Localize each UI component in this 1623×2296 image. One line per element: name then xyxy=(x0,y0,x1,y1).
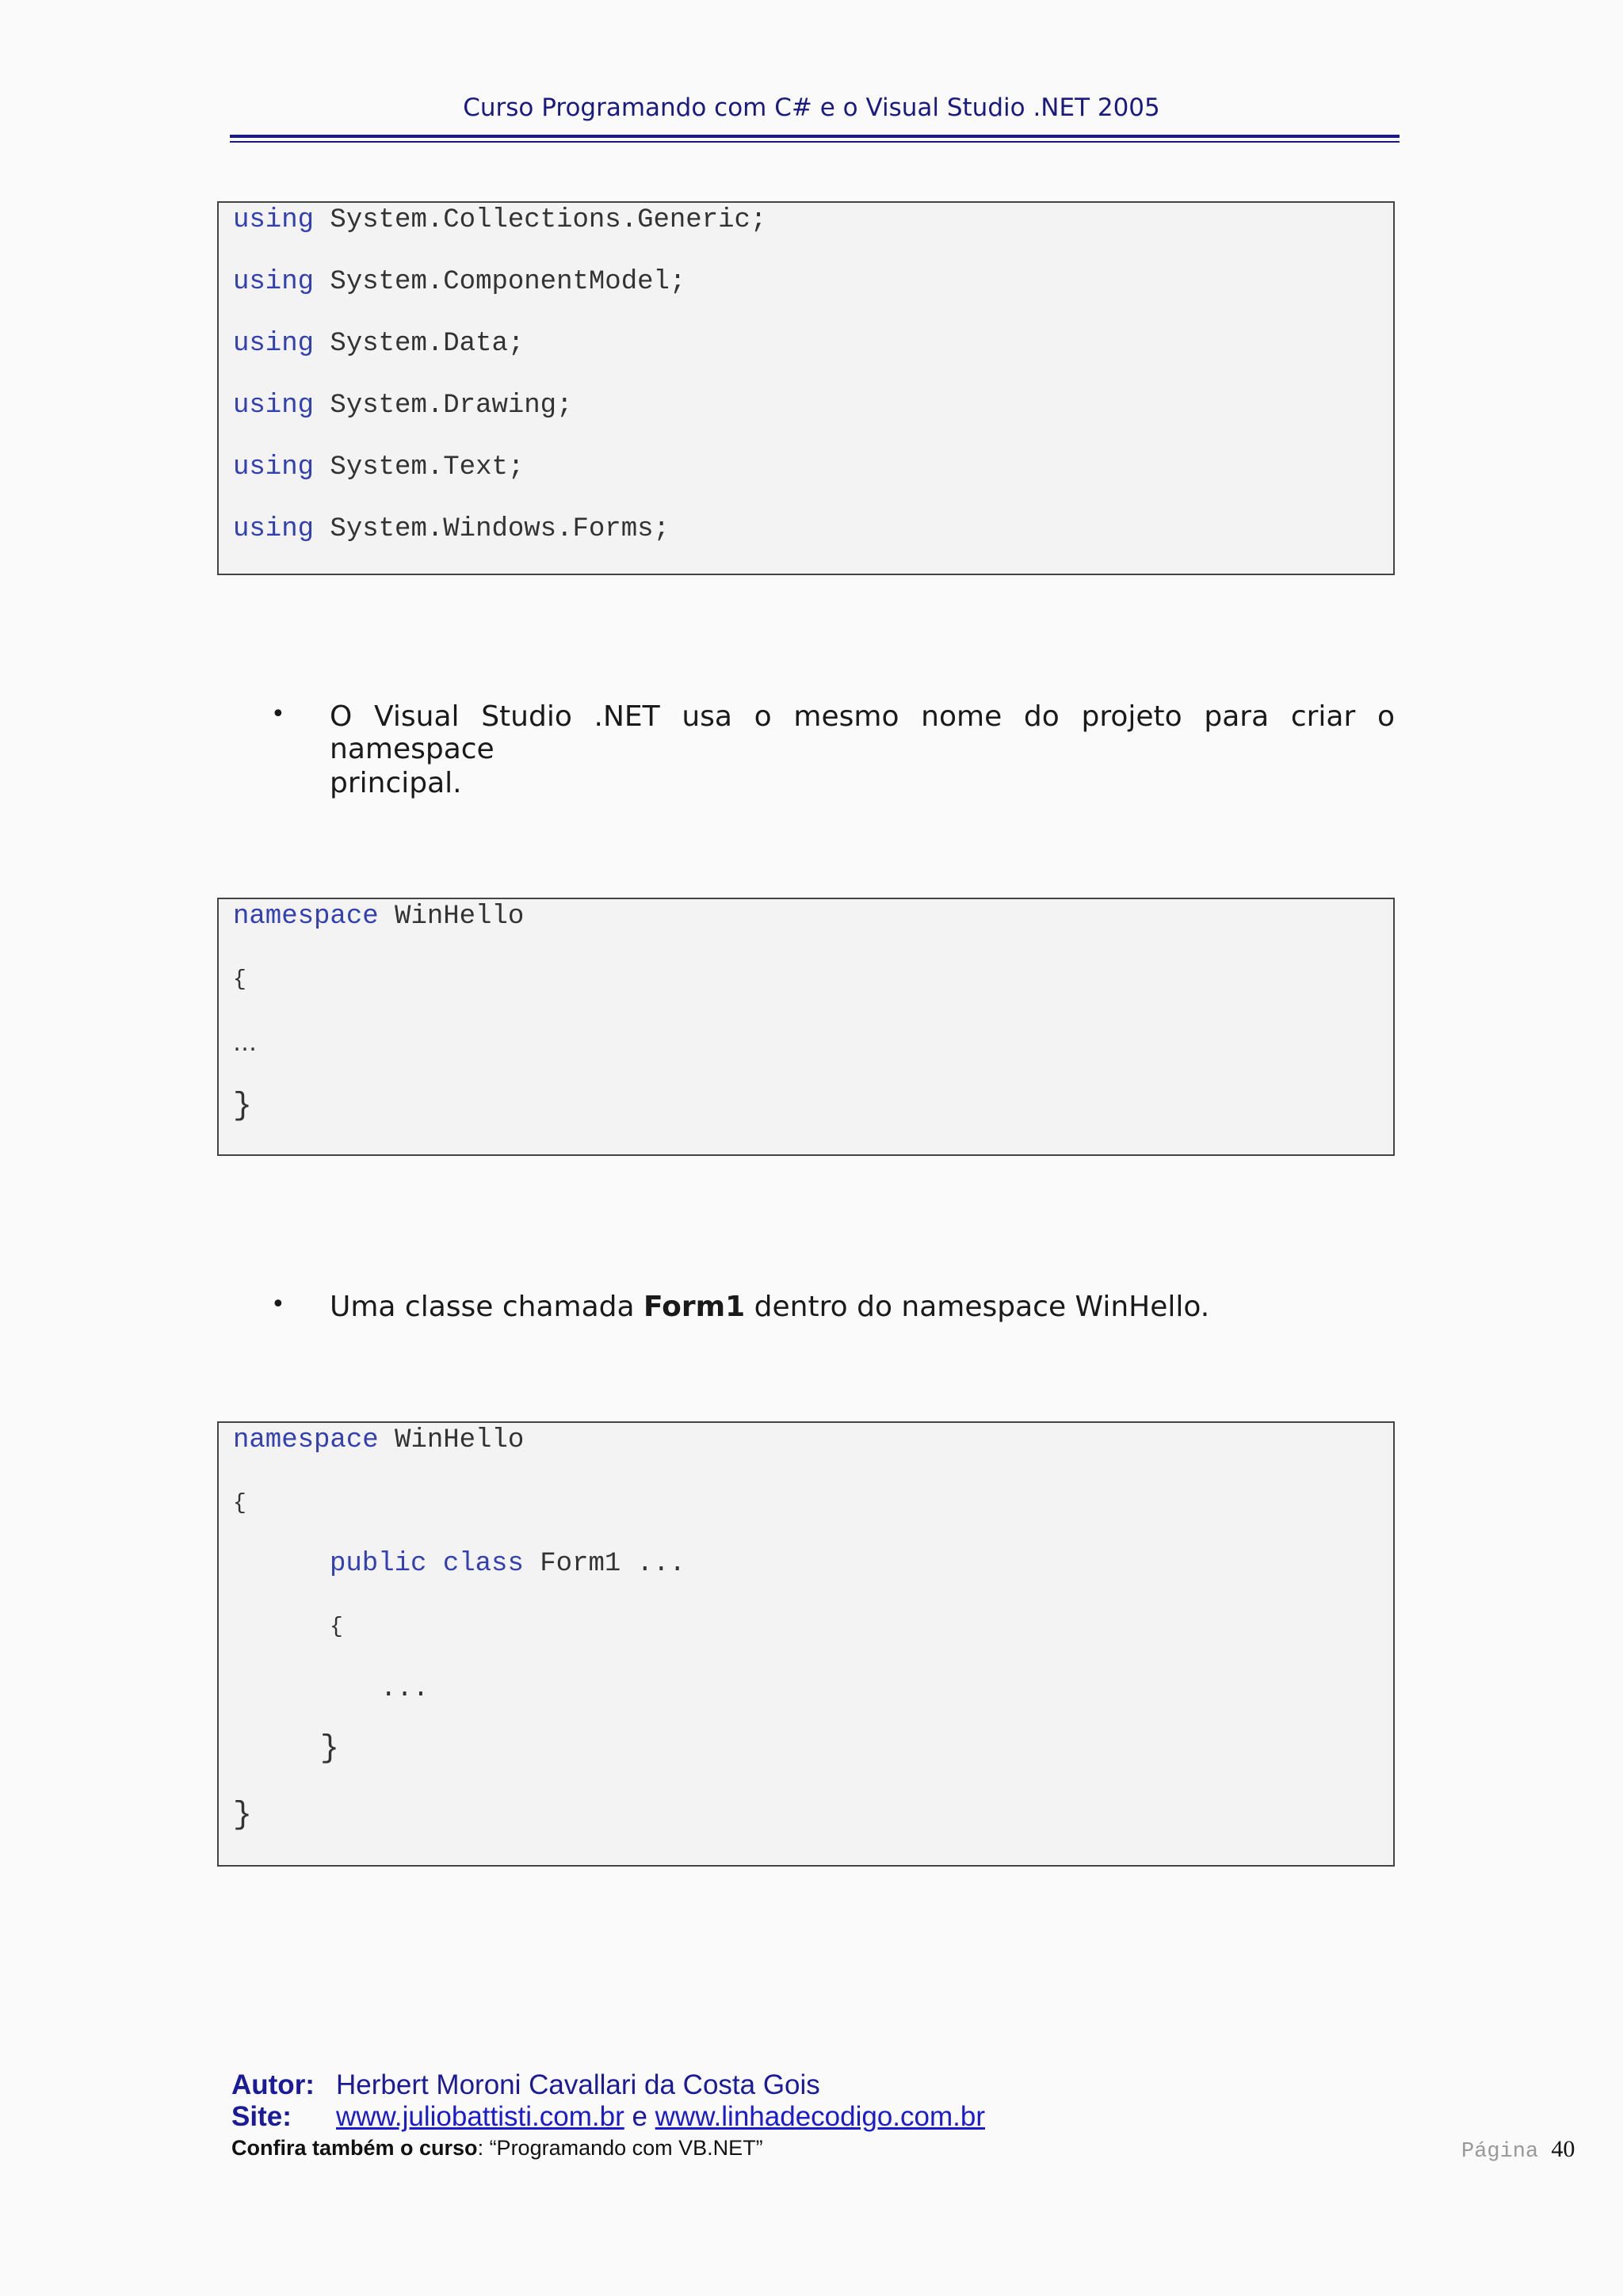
header-rule-thin xyxy=(230,141,1400,143)
footer-see-also-label: Confira também o curso xyxy=(231,2136,478,2160)
code-keyword: public xyxy=(330,1549,427,1579)
code-keyword: class xyxy=(442,1549,524,1579)
code-keyword: namespace xyxy=(233,1425,379,1455)
code-line xyxy=(233,452,524,483)
header-title: Curso Programando com C# e o Visual Studio .NET 2005 xyxy=(463,93,1160,122)
code-block-using xyxy=(217,201,1395,575)
code-line: } xyxy=(233,1798,253,1833)
code-text: System.Windows.Forms; xyxy=(314,514,670,544)
bullet-line: O Visual Studio .NET usa o mesmo nome do projeto para criar o namespace xyxy=(330,700,1395,765)
footer-author-name: Herbert Moroni Cavallari da Costa Gois xyxy=(336,2069,820,2100)
bullet-icon: • xyxy=(271,700,285,728)
code-text: WinHello xyxy=(378,902,525,932)
code-keyword: using xyxy=(233,391,315,421)
code-keyword: using xyxy=(233,205,315,235)
code-keyword: namespace xyxy=(233,902,379,932)
code-block-class xyxy=(217,1421,1395,1867)
code-line xyxy=(233,390,572,421)
code-line xyxy=(330,1548,685,1580)
bullet-line: principal. xyxy=(330,767,462,799)
code-line: { xyxy=(233,1491,246,1516)
header-rule xyxy=(230,135,1400,138)
page-number-value: 40 xyxy=(1551,2136,1575,2162)
code-text: System.Text; xyxy=(314,452,525,482)
code-line xyxy=(233,1425,524,1456)
code-text: System.Collections.Generic; xyxy=(314,205,767,235)
footer-author-label: Autor: xyxy=(231,2069,315,2100)
bullet-icon: • xyxy=(271,1291,285,1318)
page-number xyxy=(1461,2136,1575,2164)
footer-site-label: Site: xyxy=(231,2101,292,2132)
bullet-text xyxy=(330,700,1395,799)
footer-author xyxy=(231,2069,820,2101)
bullet-text-bold: Form1 xyxy=(643,1291,746,1323)
bullet-paragraph xyxy=(271,700,1395,803)
code-line: { xyxy=(330,1615,343,1639)
footer-site xyxy=(231,2101,985,2133)
code-text: System.Drawing; xyxy=(314,391,573,421)
code-text: System.ComponentModel; xyxy=(314,267,686,297)
code-line: { xyxy=(233,967,246,992)
code-keyword: using xyxy=(233,452,315,482)
page-label: Página xyxy=(1461,2140,1539,2164)
code-keyword: using xyxy=(233,329,315,359)
code-text: Form1 ... xyxy=(523,1549,685,1579)
bullet-paragraph xyxy=(271,1291,1395,1325)
code-line: … xyxy=(233,1029,257,1057)
code-line: } xyxy=(233,1089,253,1124)
code-line: } xyxy=(320,1731,340,1767)
code-line xyxy=(233,328,524,360)
bullet-text-after: dentro do namespace WinHello. xyxy=(745,1291,1210,1323)
footer-see-also-text: : “Programando com VB.NET” xyxy=(477,2136,763,2160)
code-line xyxy=(233,266,685,298)
footer-see-also xyxy=(231,2136,763,2161)
footer-site-connector: e xyxy=(624,2101,655,2132)
bullet-text-before: Uma classe chamada xyxy=(330,1291,644,1323)
site-link-linhadecodigo[interactable]: www.linhadecodigo.com.br xyxy=(655,2101,985,2132)
code-keyword: using xyxy=(233,267,315,297)
code-text: WinHello xyxy=(378,1425,525,1455)
code-line: ... xyxy=(380,1674,430,1704)
code-line xyxy=(233,513,670,545)
site-link-juliobattisti[interactable]: www.juliobattisti.com.br xyxy=(336,2101,624,2132)
code-block-namespace xyxy=(217,898,1395,1156)
code-text: System.Data; xyxy=(314,329,525,359)
code-line xyxy=(233,204,766,236)
bullet-text xyxy=(330,1291,1395,1323)
code-line xyxy=(233,901,524,933)
code-keyword: using xyxy=(233,514,315,544)
